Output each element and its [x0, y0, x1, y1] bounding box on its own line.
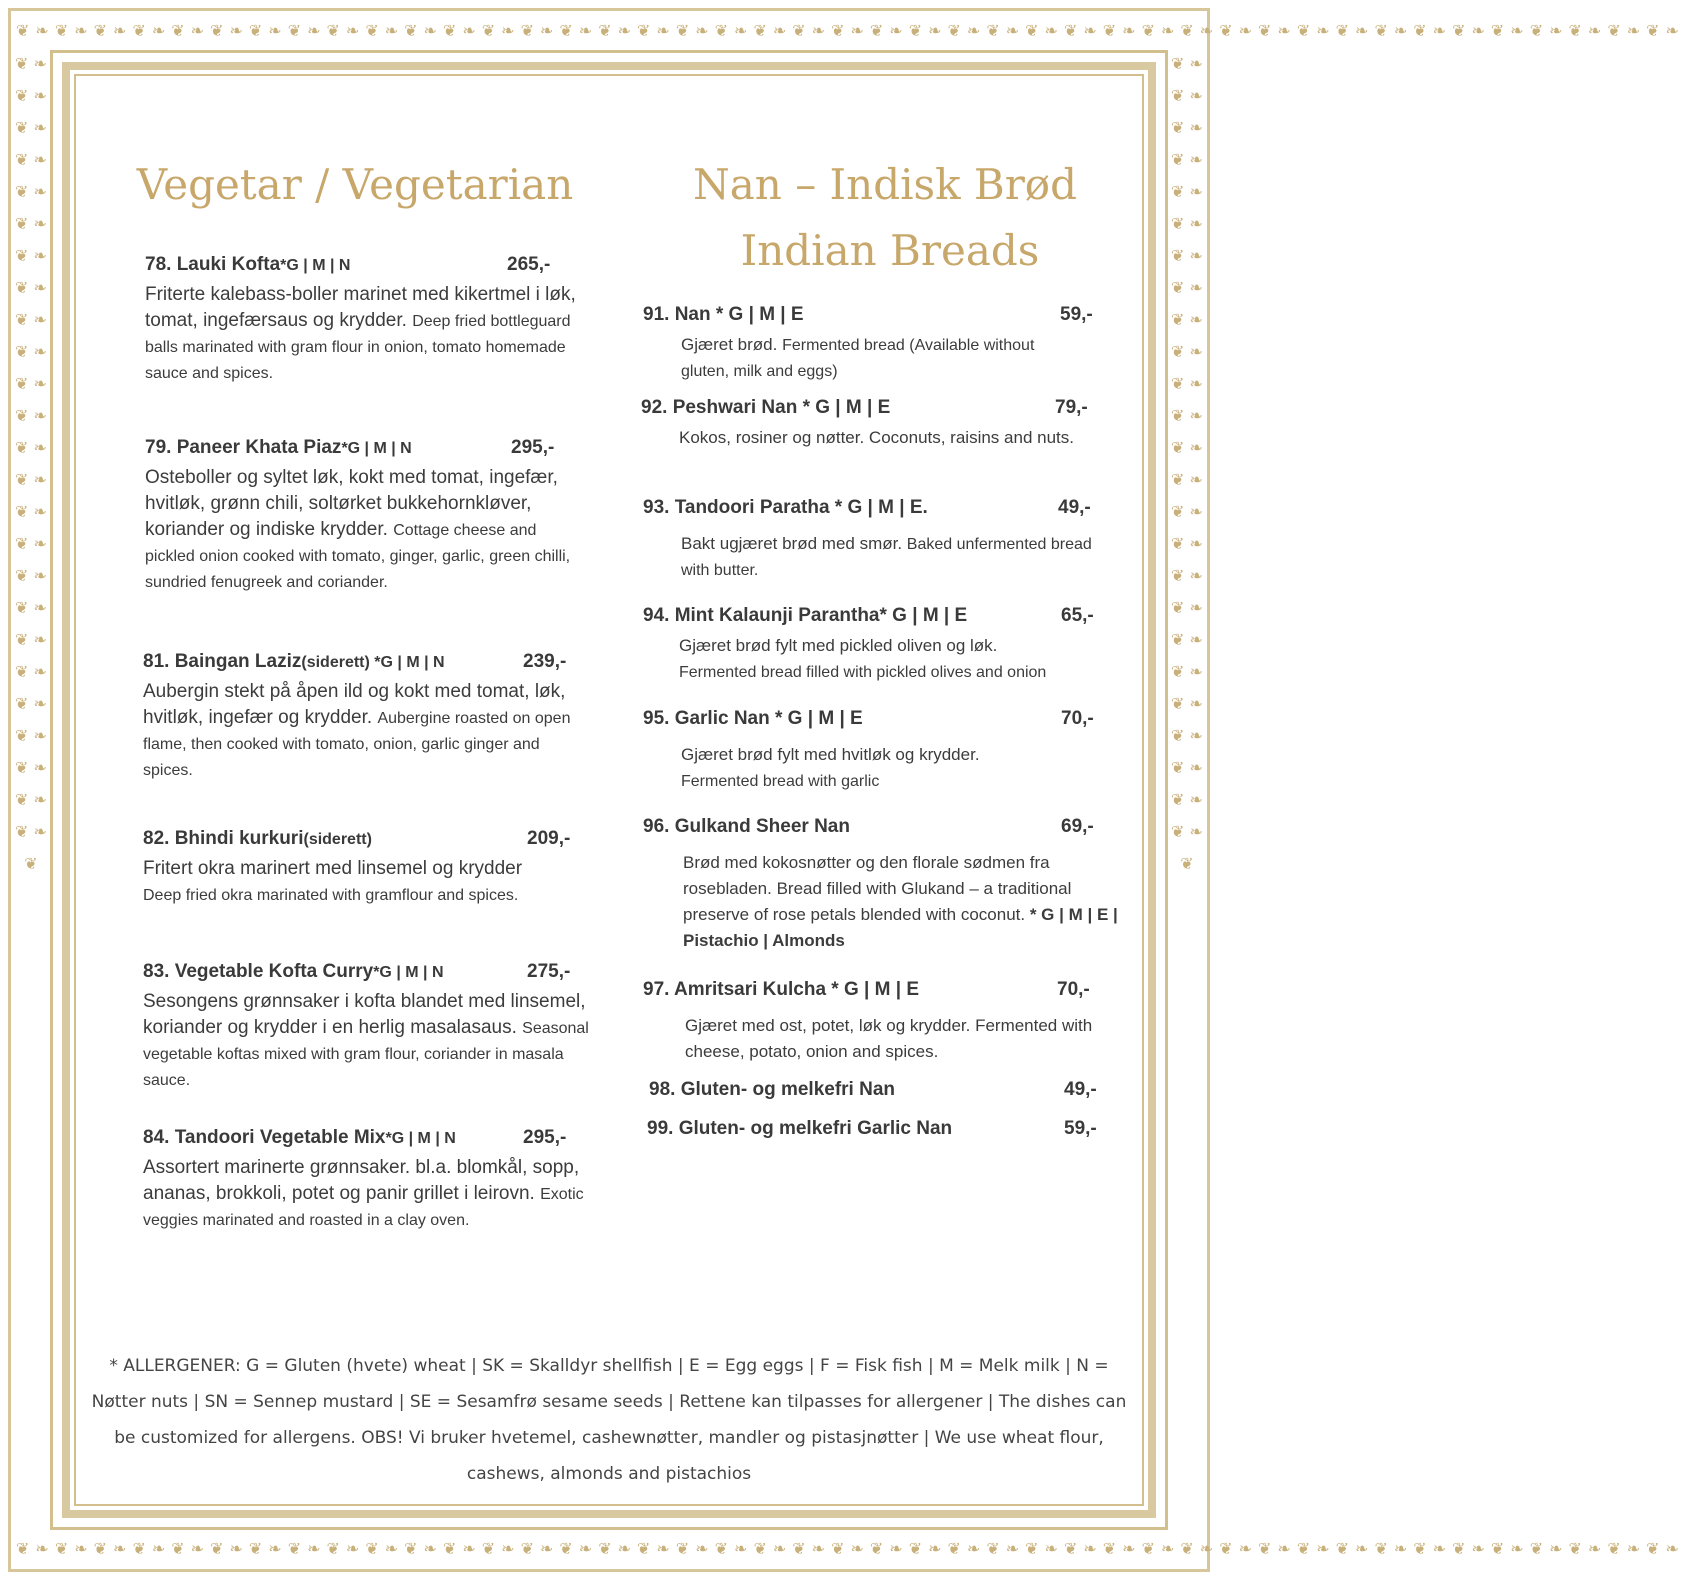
item-price: 49,-	[1058, 497, 1091, 518]
item-description	[145, 282, 585, 386]
border-pattern-left: ❦ ❧ ❦ ❧ ❦ ❧ ❦ ❧ ❦ ❧ ❦ ❧ ❦ ❧ ❦ ❧ ❦ ❧ ❦ ❧ ❦ ❧ ❦ ❧ ❦ ❧ ❦ ❧ ❦ ❧ ❦ ❧ ❦ ❧ ❦ ❧ ❦ ❧ ❦ ❧ ❦ ❧ ❦ ❧ ❦ ❧ ❦ ❧ ❦ ❧ ❦	[15, 54, 47, 873]
item-price: 239,-	[523, 651, 567, 672]
item-header	[643, 979, 1133, 1001]
desc-english: Exotic veggies marinated and roasted in a clay oven.	[143, 1186, 584, 1229]
item-price: 265,-	[507, 254, 551, 275]
desc-norwegian: Assortert marinerte grønnsaker. bl.a. blomkål, sopp, ananas, brokkoli, potet og panir grillet i leirovn.	[143, 1157, 580, 1204]
item-allergens: *G | M | N	[280, 257, 351, 274]
item-header	[145, 437, 585, 459]
desc-english: Aubergine roasted on open flame, then cooked with tomato, onion, garlic ginger and spices.	[143, 710, 571, 779]
item-description	[685, 1013, 1135, 1065]
menu-item-83	[143, 961, 593, 1093]
item-header	[143, 961, 593, 983]
desc-norwegian: Bakt ugjæret brød med smør.	[681, 534, 907, 553]
item-description	[681, 531, 1121, 583]
menu-item-99	[647, 1118, 1107, 1140]
nan-heading-line1: Nan – Indisk Brød	[693, 160, 1077, 209]
item-header	[143, 651, 585, 673]
menu-item-95	[643, 708, 1113, 794]
item-header	[145, 254, 585, 276]
item-allergens: *G | M | N	[373, 964, 444, 981]
item-header	[649, 1079, 1109, 1101]
item-price: 295,-	[523, 1127, 567, 1148]
item-description	[681, 742, 1111, 794]
desc-english: Fermented bread with garlic	[681, 773, 880, 790]
nan-heading-line2: Indian Breads	[740, 226, 1040, 275]
item-title: 79. Paneer Khata Piaz	[145, 437, 342, 458]
desc-norwegian: Kokos, rosiner og nøtter. Coconuts, raisins and nuts.	[679, 428, 1074, 447]
desc-norwegian: Gjæret brød fylt med hvitløk og krydder.	[681, 745, 980, 764]
vegetarian-heading: Vegetar / Vegetarian	[136, 160, 574, 209]
desc-norwegian: Friterte kalebass-boller marinet med kikertmel i løk, tomat, ingefærsaus og krydder.	[145, 284, 576, 331]
item-title: 81. Baingan Laziz	[143, 651, 302, 672]
item-price: 79,-	[1055, 397, 1088, 418]
item-header	[643, 304, 1103, 326]
item-header	[643, 816, 1123, 838]
item-description	[143, 679, 585, 783]
desc-english: Deep fried bottleguard balls marinated with gram flour in onion, tomato homemade sauce and spices.	[145, 313, 571, 382]
item-price: 65,-	[1061, 605, 1094, 626]
item-allergens: (siderett)	[303, 831, 372, 848]
desc-norwegian: Fritert okra marinert med linsemel og krydder	[143, 858, 523, 879]
item-description	[143, 1155, 593, 1233]
item-description	[143, 856, 563, 908]
item-allergens: (siderett) *G | M | N	[301, 654, 445, 671]
menu-item-82	[143, 828, 571, 908]
menu-item-91	[643, 304, 1103, 384]
desc-norwegian: Osteboller og syltet løk, kokt med tomat, ingefær, hvitløk, grønn chili, soltørket bukkehornkløver, koriander og indiske krydder.	[145, 467, 558, 540]
desc-english: Deep fried okra marinated with gramflour and spices.	[143, 887, 519, 904]
desc-norwegian: Sesongens grønnsaker i kofta blandet med linsemel, koriander og krydder i en herlig masalasaus.	[143, 991, 586, 1038]
item-header	[143, 1127, 593, 1149]
desc-norwegian: Gjæret brød fylt med pickled oliven og løk.	[679, 636, 998, 655]
item-title: 97. Amritsari Kulcha * G | M | E	[643, 979, 920, 1000]
menu-item-84	[143, 1127, 593, 1233]
allergen-footer: * ALLERGENER: G = Gluten (hvete) wheat | SK = Skalldyr shellfish | E = Egg eggs | F = Fisk fish | M = Melk milk | N = Nøtter nuts | SN = Sennep mustard | SE = Sesamfrø sesame seeds | Rettene kan tilpasses for allergener | The dishes can be customized for allergens. OBS! Vi bruker hvetemel, cashewnøtter, mandler og pistasjnøtter | We use wheat flour, cashews, almonds and pistachios	[91, 1356, 1127, 1484]
item-description	[679, 425, 1099, 451]
menu-item-98	[649, 1079, 1109, 1101]
desc-english: Seasonal vegetable koftas mixed with gram flour, coriander in masala sauce.	[143, 1020, 589, 1089]
item-header	[643, 708, 1113, 730]
item-description	[679, 633, 1119, 685]
menu-item-93	[643, 497, 1113, 583]
item-title: 82. Bhindi kurkuri	[143, 828, 304, 849]
item-title: 96. Gulkand Sheer Nan	[643, 816, 850, 837]
desc-english: Cottage cheese and pickled onion cooked with tomato, ginger, garlic, green chilli, sundried fenugreek and coriander.	[145, 522, 571, 591]
item-price: 70,-	[1057, 979, 1090, 1000]
item-description	[143, 989, 593, 1093]
item-header	[643, 605, 1113, 627]
item-description	[145, 465, 585, 595]
item-price: 69,-	[1061, 816, 1094, 837]
menu-item-81	[143, 651, 585, 783]
item-price: 275,-	[527, 961, 571, 982]
item-title: 83. Vegetable Kofta Curry	[143, 961, 374, 982]
item-header	[641, 397, 1101, 419]
desc-allergens: * G | M | E | Pistachio | Almonds	[683, 905, 1118, 950]
item-title: 93. Tandoori Paratha * G | M | E.	[643, 497, 928, 518]
menu-item-78	[145, 254, 585, 386]
item-header	[143, 828, 571, 850]
desc-norwegian: Gjæret med ost, potet, løk og krydder. Fermented with cheese, potato, onion and spices.	[685, 1016, 1093, 1061]
item-price: 59,-	[1064, 1118, 1097, 1139]
item-title: 95. Garlic Nan * G | M | E	[643, 708, 863, 729]
border-pattern-top: ❦❧❦❧❦❧❦❧❦❧❦❧❦❧❦❧❦❧❦❧❦❧❦❧❦❧❦❧❦❧❦❧❦❧❦❧❦❧❦❧❦❧❦❧❦❧❦❧❦❧❦❧❦❧❦❧❦❧❦❧❦❧❦❧❦❧❦❧❦❧❦❧❦❧❦❧❦❧❦❧❦❧❦❧❦❧	[16, 21, 1685, 40]
item-price: 209,-	[527, 828, 571, 849]
desc-norwegian: Brød med kokosnøtter og den florale sødmen fra rosebladen. Bread filled with Glukand – a traditional preserve of rose petals blended with coconut.	[683, 853, 1072, 924]
desc-english: Baked unfermented bread with butter.	[681, 536, 1092, 579]
item-allergens: *G | M | N	[341, 440, 412, 457]
desc-norwegian: Gjæret brød.	[681, 335, 783, 354]
item-allergens: *G | M | N	[385, 1130, 456, 1147]
item-header	[643, 497, 1113, 519]
border-pattern-right: ❦ ❧ ❦ ❧ ❦ ❧ ❦ ❧ ❦ ❧ ❦ ❧ ❦ ❧ ❦ ❧ ❦ ❧ ❦ ❧ ❦ ❧ ❦ ❧ ❦ ❧ ❦ ❧ ❦ ❧ ❦ ❧ ❦ ❧ ❦ ❧ ❦ ❧ ❦ ❧ ❦ ❧ ❦ ❧ ❦ ❧ ❦ ❧ ❦ ❧ ❦	[1171, 54, 1203, 873]
item-header	[647, 1118, 1107, 1140]
item-price: 59,-	[1060, 304, 1093, 325]
menu-item-96	[643, 816, 1123, 954]
item-price: 295,-	[511, 437, 555, 458]
menu-item-92	[641, 397, 1101, 451]
item-title: 99. Gluten- og melkefri Garlic Nan	[647, 1118, 953, 1139]
item-price: 70,-	[1061, 708, 1094, 729]
item-title: 92. Peshwari Nan * G | M | E	[641, 397, 891, 418]
item-title: 94. Mint Kalaunji Parantha* G | M | E	[643, 605, 968, 626]
border-pattern-bottom: ❦❧❦❧❦❧❦❧❦❧❦❧❦❧❦❧❦❧❦❧❦❧❦❧❦❧❦❧❦❧❦❧❦❧❦❧❦❧❦❧❦❧❦❧❦❧❦❧❦❧❦❧❦❧❦❧❦❧❦❧❦❧❦❧❦❧❦❧❦❧❦❧❦❧❦❧❦❧❦❧❦❧❦❧❦❧	[16, 1539, 1685, 1558]
item-title: 78. Lauki Kofta	[145, 254, 281, 275]
desc-english: Fermented bread filled with pickled olives and onion	[679, 664, 1047, 681]
desc-english: Fermented bread (Available without gluten, milk and eggs)	[681, 337, 1035, 380]
menu-item-97	[643, 979, 1133, 1065]
item-description	[681, 332, 1041, 384]
item-title: 91. Nan * G | M | E	[643, 304, 804, 325]
item-title: 98. Gluten- og melkefri Nan	[649, 1079, 895, 1100]
item-title: 84. Tandoori Vegetable Mix	[143, 1127, 386, 1148]
menu-item-79	[145, 437, 585, 595]
menu-item-94	[643, 605, 1113, 685]
desc-norwegian: Aubergin stekt på åpen ild og kokt med tomat, løk, hvitløk, ingefær og krydder.	[143, 681, 566, 728]
item-description	[683, 850, 1123, 954]
item-price: 49,-	[1064, 1079, 1097, 1100]
